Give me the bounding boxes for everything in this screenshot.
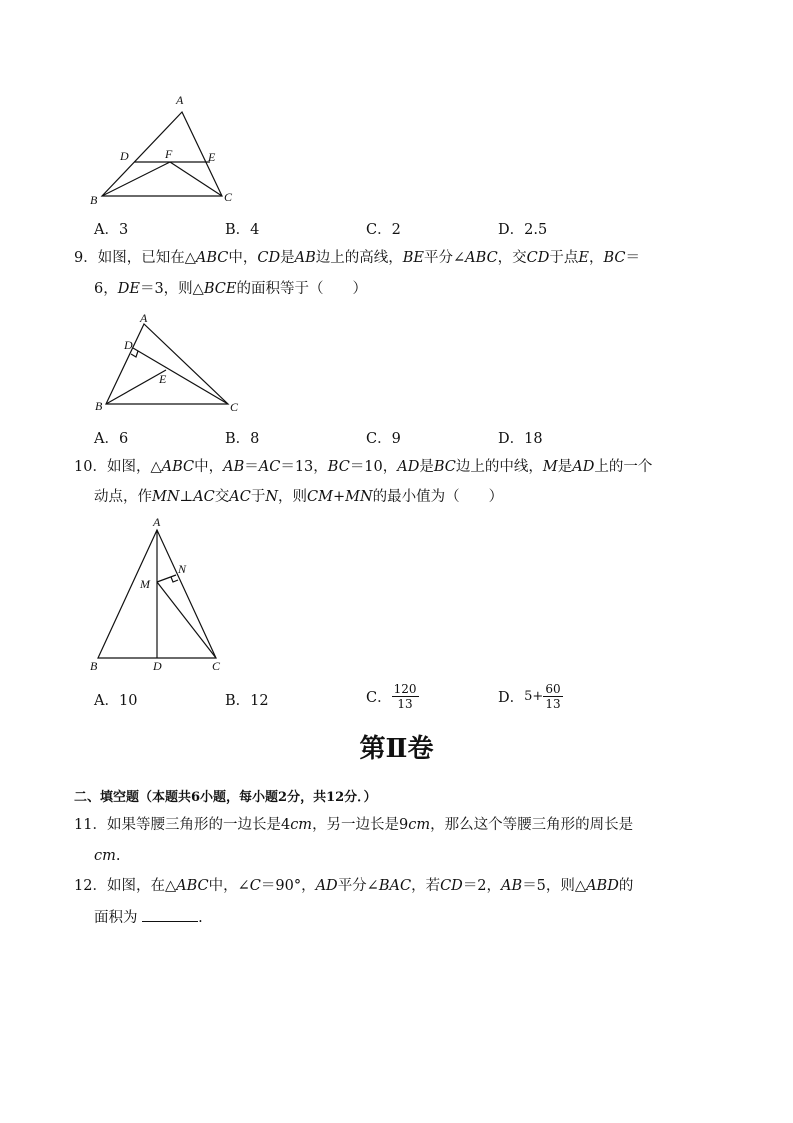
q9-label-d: D: [124, 338, 133, 352]
fill-in-blank-heading: 二、填空题（本题共6小题，每小题2分，共12分．）: [74, 790, 377, 805]
q9-label-e: E: [159, 372, 167, 386]
q9-stem-line1: 9．如图，已知在△ABC中，CD是AB边上的高线，BE平分∠ABC，交CD于点E，BC＝: [74, 250, 641, 266]
q10-label-c: C: [212, 659, 221, 673]
q8-figure: [84, 90, 254, 210]
q10-label-b: B: [90, 659, 98, 673]
q9-label-b: B: [95, 399, 103, 413]
q8-label-c: C: [224, 190, 233, 204]
q10-label-m: M: [140, 577, 150, 591]
q10-option-b: B．12: [225, 693, 269, 709]
q9-option-d: D．18: [498, 431, 543, 447]
q8-label-e: E: [208, 150, 216, 164]
q8-option-a: A．3: [94, 222, 129, 238]
q9-bisector-be: [106, 370, 166, 404]
q11-stem-line1: 11．如果等腰三角形的一边长是4cm，另一边长是9cm，那么这个等腰三角形的周长是: [74, 817, 634, 833]
q9-triangle-abc: [106, 324, 228, 404]
q10-option-c: C． $\frac{120}{13}$: [366, 682, 417, 711]
q8-segment-bf: [102, 162, 170, 196]
q9-label-a: A: [140, 311, 148, 325]
q9-stem-line2: 6，DE＝3，则△BCE的面积等于（ ）: [94, 281, 367, 297]
q10-option-c-fraction: $\frac{120}{13}$: [393, 682, 417, 711]
q10-option-a: A．10: [94, 693, 138, 709]
q9-figure: [88, 308, 248, 420]
q9-option-a: A．6: [94, 431, 129, 447]
q9-label-c: C: [230, 400, 239, 414]
q10-label-a: A: [153, 515, 161, 529]
q10-stem-line1: 10．如图，△ABC中，AB＝AC＝13，BC＝10，AD是BC边上的中线，M是AD上的一个: [74, 459, 653, 475]
q8-label-b: B: [90, 193, 98, 207]
q9-option-b: B．8: [225, 431, 260, 447]
q12-answer-blank[interactable]: [142, 907, 198, 922]
q8-label-a: A: [176, 93, 184, 107]
q8-option-b: B．4: [225, 222, 260, 238]
q8-label-d: D: [120, 149, 129, 163]
q8-option-c: C．2: [366, 222, 401, 238]
q8-label-f: F: [165, 147, 173, 161]
q12-stem-line1: 12．如图，在△ABC中，∠C＝90°，AD平分∠BAC，若CD＝2，AB＝5，则△ABD的: [74, 878, 634, 894]
q10-label-d: D: [153, 659, 162, 673]
q10-option-d: D．5+ $\frac{60}{13}$: [498, 682, 561, 711]
q11-stem-line2: cm.: [94, 848, 121, 864]
q9-altitude-cd: [133, 348, 228, 404]
q10-label-n: N: [178, 562, 187, 576]
section-title: 第Ⅱ卷: [359, 734, 434, 764]
q10-option-d-fraction: $\frac{60}{13}$: [545, 682, 561, 711]
q12-stem-line2: 面积为 .: [94, 907, 203, 928]
q10-figure: [84, 512, 234, 677]
q10-right-angle-mark: [171, 577, 178, 582]
q10-stem-line2: 动点，作MN⊥AC交AC于N，则CM+MN的最小值为（ ）: [94, 489, 504, 505]
q9-option-c: C．9: [366, 431, 401, 447]
q8-option-d: D．2.5: [498, 222, 548, 238]
